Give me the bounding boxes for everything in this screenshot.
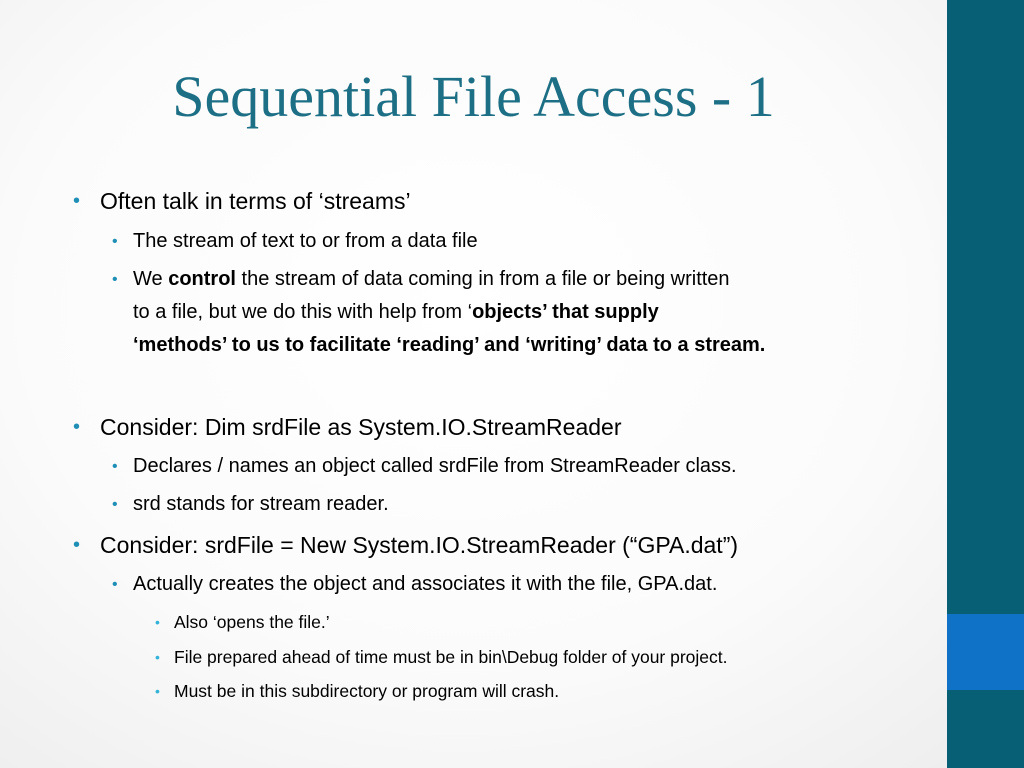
text-run: to a file, but we do this with help from ‘ <box>133 301 473 323</box>
bold-text-run: control <box>168 268 236 290</box>
bullet-icon: • <box>73 190 81 212</box>
bullet-icon: • <box>112 233 118 250</box>
bold-text-run: objects’ that supply <box>472 301 659 323</box>
bullet-icon: • <box>155 649 160 665</box>
bullet-level1-text: Consider: srdFile = New System.IO.StreamReader (“GPA.dat”) <box>100 532 739 558</box>
bold-text-run: ‘methods’ to us to facilitate ‘reading’ and ‘writing’ data to a stream. <box>133 334 766 356</box>
bullet-level3-text: Also ‘opens the file.’ <box>174 612 330 632</box>
bullet-icon: • <box>112 576 118 593</box>
bullet-level1-text: Often talk in terms of ‘streams’ <box>100 188 411 214</box>
bullet-level3-text: Must be in this subdirectory or program will crash. <box>174 681 560 701</box>
bullet-icon: • <box>112 271 118 288</box>
side-bar-accent <box>947 614 1024 690</box>
bullet-level2-text: srd stands for stream reader. <box>133 493 389 515</box>
bullet-level3-text: File prepared ahead of time must be in bin\Debug folder of your project. <box>174 647 728 667</box>
bullet-icon: • <box>73 416 81 438</box>
slide-title: Sequential File Access - 1 <box>172 64 775 129</box>
bullet-level2-text-line3 <box>133 329 765 362</box>
bullet-level2-text: The stream of text to or from a data file <box>133 230 478 252</box>
bullet-icon: • <box>73 534 81 556</box>
bullet-level1-text: Consider: Dim srdFile as System.IO.StreamReader <box>100 414 622 440</box>
bullet-icon: • <box>112 496 118 513</box>
bullet-level2-text-line2 <box>133 296 659 329</box>
bullet-icon: • <box>112 458 118 475</box>
text-run: We <box>133 268 169 290</box>
bullet-icon: • <box>155 683 160 699</box>
bullet-level2-text: Declares / names an object called srdFile from StreamReader class. <box>133 455 737 477</box>
bullet-level2-text-line1 <box>133 263 730 296</box>
text-run: the stream of data coming in from a file or being written <box>235 268 730 290</box>
bullet-level2-text: Actually creates the object and associates it with the file, GPA.dat. <box>133 573 718 595</box>
bullet-icon: • <box>155 614 160 630</box>
